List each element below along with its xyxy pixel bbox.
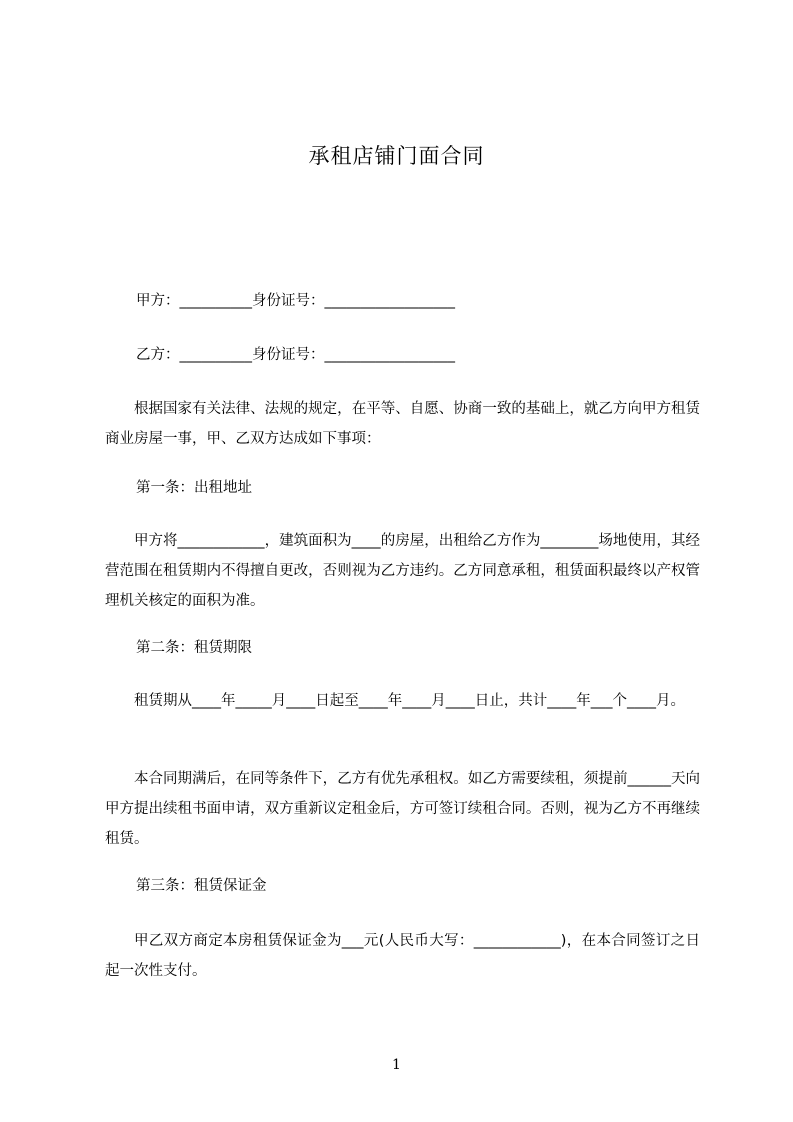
party-a-line: 甲方：__________身份证号：__________________: [136, 293, 455, 309]
article-1-heading: 第一条：出租地址: [136, 480, 252, 496]
article-2-term-paragraph: 租赁期从____年_____月____日起至____年____月____日止，共计____年___个____月。: [134, 693, 685, 709]
page-number: 1: [392, 1057, 401, 1073]
article-2-heading: 第二条：租赁期限: [136, 640, 252, 656]
document-title: 承租店铺门面合同: [308, 144, 485, 168]
article-3-paragraph: 甲乙双方商定本房租赁保证金为___元(人民币大写：____________)，在本合同签订之日起一次性支付。: [105, 933, 700, 979]
article-2-renewal-paragraph: 本合同期满后，在同等条件下，乙方有优先承租权。如乙方需要续租，须提前______天向甲方提出续租书面申请，双方重新议定租金后，方可签订续租合同。否则，视为乙方不再继续租赁。: [105, 771, 700, 847]
preamble-paragraph: 根据国家有关法律、法规的规定，在平等、自愿、协商一致的基础上，就乙方向甲方租赁商业房屋一事，甲、乙双方达成如下事项：: [105, 401, 700, 447]
article-1-paragraph: 甲方将____________，建筑面积为____的房屋，出租给乙方作为________场地使用，其经营范围在租赁期内不得擅自更改，否则视为乙方违约。乙方同意承租，租赁面积最终以产权管理机关核定的面积为准。: [105, 533, 700, 609]
party-b-line: 乙方：__________身份证号：__________________: [136, 347, 455, 363]
article-3-heading: 第三条：租赁保证金: [136, 878, 267, 894]
